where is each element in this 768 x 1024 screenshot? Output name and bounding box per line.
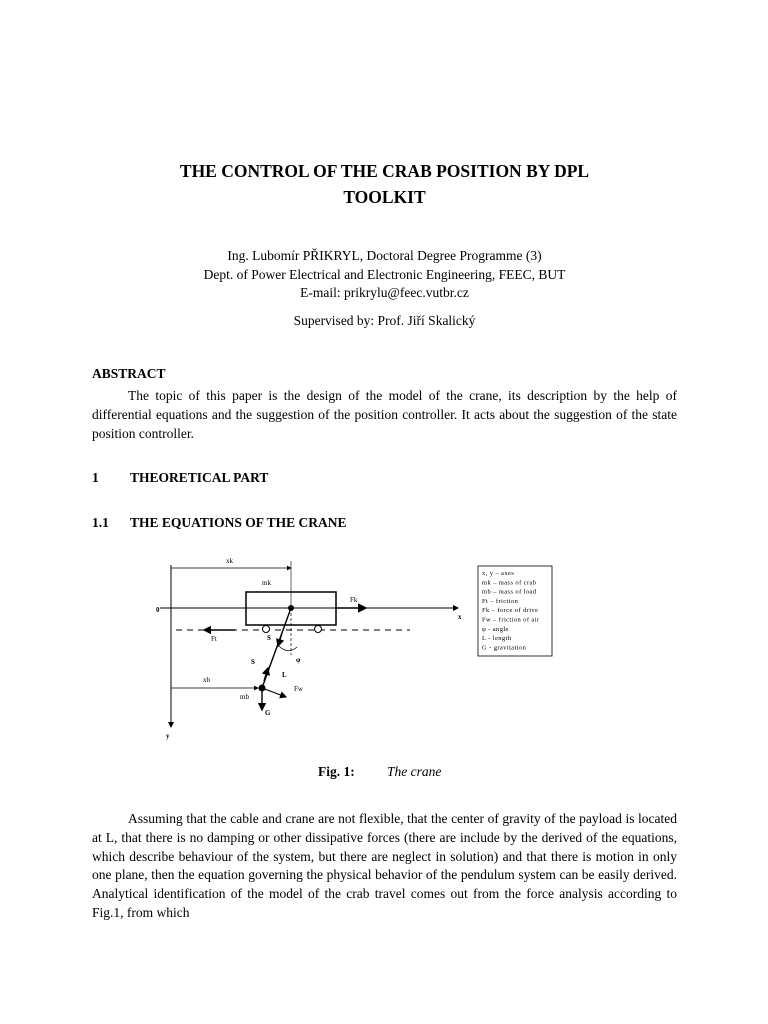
label-fk: Fk bbox=[350, 596, 358, 604]
crab-wheel-right bbox=[315, 626, 322, 633]
section-1-1-number: 1.1 bbox=[92, 515, 109, 530]
label-phi: φ bbox=[296, 656, 301, 664]
label-fw: Fw bbox=[294, 685, 303, 693]
legend-item: x, y – axes bbox=[482, 570, 515, 577]
label-x-axis: x bbox=[458, 613, 462, 621]
figure-caption bbox=[318, 764, 441, 780]
label-xb: xb bbox=[203, 676, 210, 684]
body-paragraph: Assuming that the cable and crane are not flexible, that the center of gravity of the payload is located at L, that there is no damping or other dissipative forces (there are include by the derived of the equations, which describe behaviour of the system, but there are neglect in solution) and that there is motion in only one plane, then the equation governing the physical behavior of the pendulum system can be easily derived. Analytical identification of the model of the crab travel comes out from the force analysis according to Fig.1, from which bbox=[92, 811, 677, 920]
label-s-mid: S bbox=[251, 658, 255, 666]
crane-diagram bbox=[140, 555, 560, 745]
legend-item: Fw – friction of air bbox=[482, 616, 540, 624]
supervised-line: Supervised by: Prof. Jiří Skalický bbox=[293, 313, 476, 328]
label-g: G bbox=[265, 709, 271, 717]
fw-arrow bbox=[262, 688, 286, 697]
title-line-2: TOOLKIT bbox=[343, 187, 426, 207]
paper-title bbox=[92, 158, 677, 210]
legend-item: mb – mass of load bbox=[482, 588, 537, 596]
legend-item: G - gravitation bbox=[482, 644, 527, 652]
label-ft: Ft bbox=[211, 635, 217, 643]
legend-item: L - length bbox=[482, 635, 512, 643]
label-mb: mb bbox=[240, 693, 249, 701]
label-length: L bbox=[282, 671, 287, 679]
label-s-top: S bbox=[267, 634, 271, 642]
label-xk: xk bbox=[226, 557, 233, 565]
label-y-axis: y bbox=[166, 732, 170, 740]
crab-wheel-left bbox=[263, 626, 270, 633]
label-mk: mk bbox=[262, 579, 271, 587]
figure-label: Fig. 1: bbox=[318, 764, 355, 779]
legend-item: Ft – friction bbox=[482, 597, 519, 605]
figure-caption-text: The crane bbox=[387, 764, 442, 779]
title-line-1: THE CONTROL OF THE CRAB POSITION BY DPL bbox=[179, 161, 590, 181]
affiliation-line: Dept. of Power Electrical and Electronic Engineering, FEEC, BUT bbox=[203, 266, 566, 282]
legend-item: Fk – force of drive bbox=[482, 607, 539, 615]
tension-arrow-top bbox=[278, 633, 282, 646]
section-1-title: THEORETICAL PART bbox=[130, 470, 269, 485]
abstract-heading: ABSTRACT bbox=[92, 366, 166, 381]
legend-item: φ - angle bbox=[482, 625, 509, 633]
author-block bbox=[92, 247, 677, 303]
section-1-1-title: THE EQUATIONS OF THE CRANE bbox=[130, 515, 347, 530]
section-1-1-heading bbox=[92, 515, 347, 531]
abstract-text: The topic of this paper is the design of the model of the crane, its description by the help of differential equations and the suggestion of the position controller. It acts about the suggestion of the state position controller. bbox=[92, 388, 677, 441]
author-line: Ing. Lubomír PŘIKRYL, Doctoral Degree Programme (3) bbox=[227, 248, 542, 263]
section-1-number: 1 bbox=[92, 470, 99, 485]
section-1-heading bbox=[92, 470, 268, 486]
email-line: E-mail: prikrylu@feec.vutbr.cz bbox=[300, 285, 469, 300]
legend-box bbox=[478, 566, 552, 656]
legend-item: mk – mass of crab bbox=[482, 579, 537, 587]
label-origin: 0 bbox=[156, 606, 160, 614]
angle-arc bbox=[279, 646, 297, 651]
